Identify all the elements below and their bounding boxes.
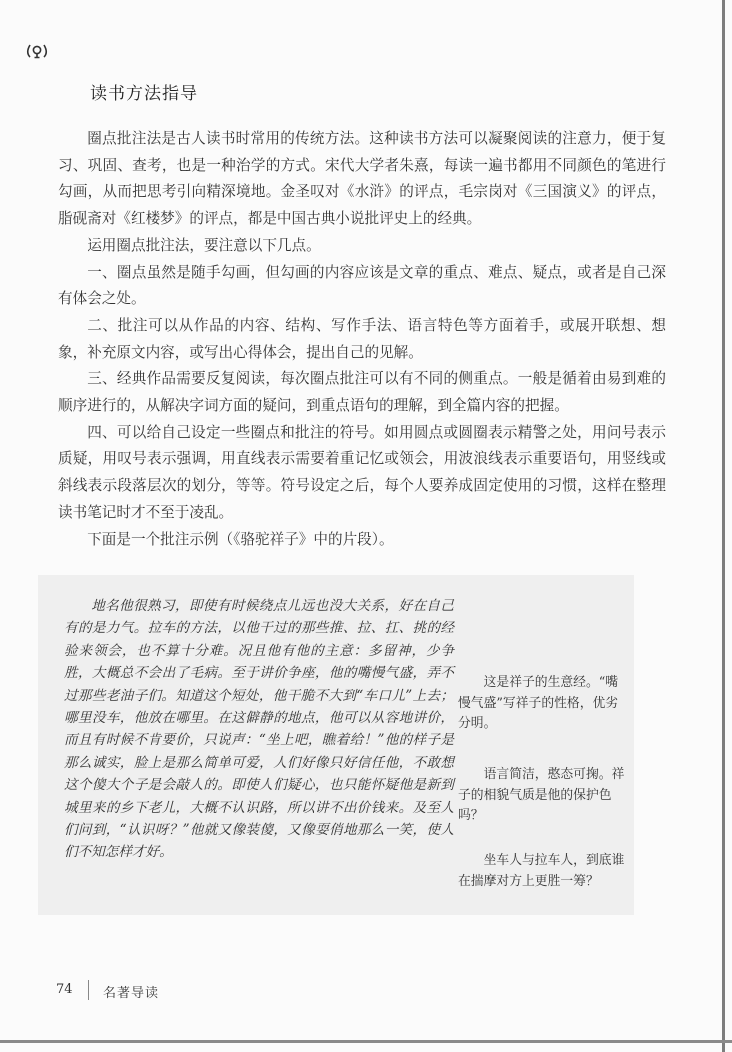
body-text — [58, 126, 666, 553]
excerpt-text — [64, 595, 454, 864]
paragraph: 三、经典作品需要反复阅读，每次圈点批注可以有不同的侧重点。一般是循着由易到难的顺序进行的，从解决字词方面的疑问，到重点语句的理解，到全篇内容的把握。 — [58, 370, 666, 415]
section-title: 读书方法指导 — [90, 84, 198, 104]
paragraph: 运用圈点批注法，要注意以下几点。 — [87, 236, 321, 254]
book-title: 名著导读 — [103, 986, 160, 1001]
excerpt-paragraph: 地名他很熟习，即使有时候绕点儿远也没大关系，好在自己有的是力气。拉车的方法，以他干过的那些推、拉、扛、挑的经验来领会，也不算十分难。况且他有他的主意：多留神，少争胜，大概总不会出了毛病。至于讲价争座，他的嘴慢气盛，弄不过那些老油子们。知道这个短处，他干脆不大到“车口儿”上去；哪里没车，他放在哪里。在这僻静的地点，他可以从容地讲价，而且有时候不肯要价，只说声：“坐上吧，瞧着给！”他的样子是那么诚实，脸上是那么简单可爱，人们好像只好信任他，不敢想这个傻大个子是会敲人的。即使人们疑心，也只能怀疑他是新到城里来的乡下老儿，大概不认识路，所以讲不出价钱来。及至人们问到，“认识呀？”他就又像装傻，又像耍俏地那么一笑，使人们不知怎样才好。 — [64, 598, 454, 861]
margin-note: 这是祥子的生意经。“嘴慢气盛”写祥子的性格，优劣分明。 — [458, 675, 619, 731]
paragraph: 下面是一个批注示例（《骆驼祥子》中的片段）。 — [87, 530, 394, 548]
page-edge-right — [722, 0, 725, 1052]
paragraph: 四、可以给自己设定一些圈点和批注的符号。如用圆点或圆圈表示精警之处，用问号表示质疑，用叹号表示强调，用直线表示需要着重记忆或领会，用波浪线表示重要语句，用竖线或斜线表示段落层次的划分，等等。符号设定之后，每个人要养成固定使用的习惯，这样在整理读书笔记时才不至于凌乱。 — [58, 423, 666, 521]
page-number: 74 — [56, 982, 73, 997]
section-logo-icon — [26, 42, 48, 60]
page-edge-bottom — [0, 1040, 732, 1043]
footer-divider — [88, 980, 89, 1000]
paragraph: 一、圈点虽然是随手勾画，但勾画的内容应该是文章的重点、难点、疑点，或者是自己深有体会之处。 — [58, 263, 666, 308]
paragraph: 二、批注可以从作品的内容、结构、写作手法、语言特色等方面着手，或展开联想、想象，补充原文内容，或写出心得体会，提出自己的见解。 — [58, 316, 666, 361]
margin-note: 坐车人与拉车人，到底谁在揣摩对方上更胜一筹？ — [458, 853, 625, 889]
margin-note: 语言简洁，憨态可掬。祥子的相貌气质是他的保护色吗？ — [458, 767, 625, 823]
annotation-example-box — [38, 575, 634, 915]
paragraph: 圈点批注法是古人读书时常用的传统方法。这种读书方法可以凝聚阅读的注意力，便于复习、巩固、查考，也是一种治学的方式。宋代大学者朱熹，每读一遍书都用不同颜色的笔进行勾画，从而把思考引向精深境地。金圣叹对《水浒》的评点，毛宗岗对《三国演义》的评点，脂砚斋对《红楼梦》的评点，都是中国古典小说批评史上的经典。 — [58, 130, 666, 228]
